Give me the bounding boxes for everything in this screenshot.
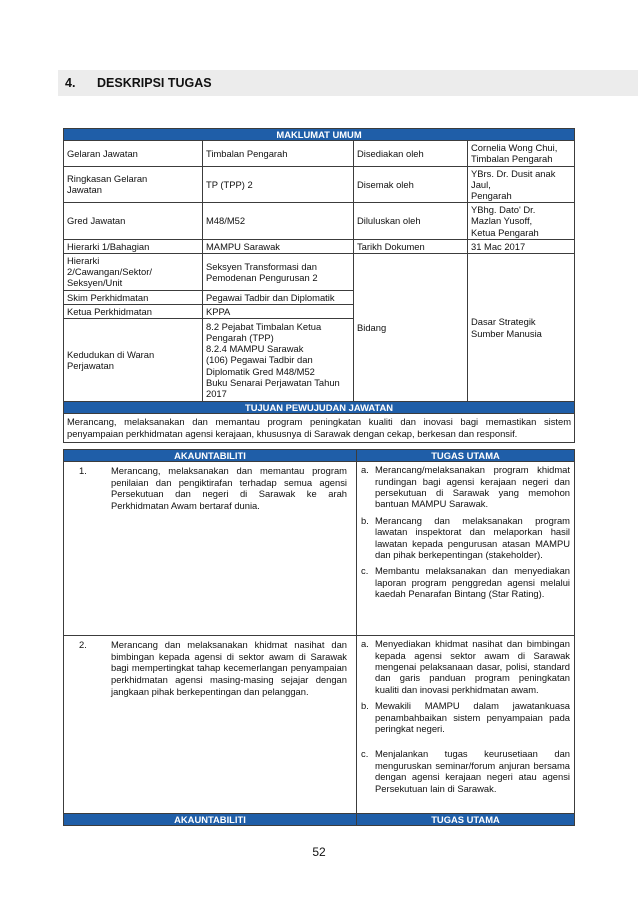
tugas-item: [361, 748, 570, 794]
akauntabiliti-cell: [64, 462, 357, 636]
hierarki2-value-line: Pemodenan Pengurusan 2: [206, 271, 318, 283]
maklumat-umum-table: [63, 128, 575, 443]
tugas-text: Mewakili MAMPU dalam jawatankuasa penambahbaikan sistem penyampaian pada peringkat negeri.: [375, 700, 570, 735]
section-heading-bar: [58, 70, 638, 96]
disemak-line: Pengarah: [471, 190, 512, 202]
page-number: 52: [312, 845, 326, 859]
tugas-text: Membantu melaksanakan dan menyediakan laporan program penggredan agensi melalui kaedah Penarafan Bintang (Star Rating).: [375, 565, 570, 600]
tugas-text: Merancang dan melaksanakan program lawatan inspektorat dan melaporkan hasil lawatan kepada pengurusan atasan MAMPU dan pihak berkepentingan (stakeholder).: [375, 514, 570, 561]
tugas-cell: [357, 462, 575, 636]
disemak-value: [468, 166, 575, 203]
ketua-label: Ketua Perkhidmatan: [64, 304, 203, 318]
tugas-letter: b.: [361, 514, 369, 526]
akauntabiliti-text: Merancang, melaksanakan dan memantau program penilaian dan pengiktirafan terhadap semua agensi Persekutuan dan negeri di Sarawak ke arah Perkhidmatan Awam bertaraf dunia.: [111, 465, 347, 511]
kedudukan-line: 2017: [206, 388, 227, 400]
akauntabiliti-footer-header: AKAUNTABILITI: [64, 814, 357, 826]
hierarki2-label-line: 2/Cawangan/Sektor/: [67, 266, 152, 278]
tugas-text: Menjalankan tugas keurusetiaan dan menguruskan seminar/forum anjuran bersama dengan agensi kerajaan negeri atau agensi Persekutuan lain di Sarawak.: [375, 748, 570, 794]
tugas-item: [361, 565, 570, 599]
tugas-item: [361, 515, 570, 561]
kedudukan-line: Diplomatik Gred M48/M52: [206, 365, 315, 377]
akauntabiliti-cell: [64, 636, 357, 814]
disediakan-label: Disediakan oleh: [354, 141, 468, 166]
maklumat-umum-header: MAKLUMAT UMUM: [64, 129, 575, 141]
gelaran-label: Gelaran Jawatan: [64, 141, 203, 166]
hierarki2-label-line: Seksyen/Unit: [67, 277, 123, 289]
tugas-letter: a.: [361, 638, 369, 650]
tarikh-value: 31 Mac 2017: [468, 239, 575, 253]
disemak-line: Jaul,: [471, 178, 491, 190]
disemak-line: YBrs. Dr. Dusit anak: [471, 167, 556, 179]
kedudukan-value: [203, 319, 354, 402]
tugas-text: Merancang/melaksanakan program khidmat rundingan bagi agensi kerajaan negeri dan persekutuan di Sarawak yang memohon bantuan MAMPU Sarawak.: [375, 464, 570, 510]
tugas-utama-footer-header: TUGAS UTAMA: [357, 814, 575, 826]
bidang-value: [468, 254, 575, 402]
tugas-letter: c.: [361, 565, 369, 577]
gelaran-value: Timbalan Pengarah: [203, 141, 354, 166]
hierarki2-value-line: Seksyen Transformasi dan: [206, 260, 317, 272]
akauntabiliti-number: 2.: [79, 639, 87, 651]
diluluskan-line: Mazlan Yusoff,: [471, 215, 533, 227]
hierarki1-value: MAMPU Sarawak: [203, 239, 354, 253]
tugas-letter: c.: [361, 748, 369, 760]
kedudukan-label-line: Perjawatan: [67, 360, 114, 372]
kedudukan-line: 8.2.4 MAMPU Sarawak: [206, 343, 304, 355]
gred-value: M48/M52: [203, 203, 354, 240]
disemak-label: Disemak oleh: [354, 166, 468, 203]
diluluskan-label: Diluluskan oleh: [354, 203, 468, 240]
ringkasan-label-line: Jawatan: [67, 184, 102, 196]
bidang-label: Bidang: [354, 254, 468, 402]
hierarki2-label-line: Hierarki: [67, 255, 100, 267]
hierarki2-label: [64, 254, 203, 291]
gred-label: Gred Jawatan: [64, 203, 203, 240]
section-title: DESKRIPSI TUGAS: [97, 76, 212, 90]
tugas-item: [361, 464, 570, 510]
ringkasan-value: TP (TPP) 2: [203, 166, 354, 203]
bidang-line: Sumber Manusia: [471, 327, 542, 339]
ketua-value: KPPA: [203, 304, 354, 318]
disediakan-line: Timbalan Pengarah: [471, 153, 553, 165]
kedudukan-line: (106) Pegawai Tadbir dan: [206, 354, 313, 366]
tugas-item: [361, 638, 570, 695]
kedudukan-label: [64, 319, 203, 402]
tugas-letter: a.: [361, 464, 369, 476]
skim-value: Pegawai Tadbir dan Diplomatik: [203, 290, 354, 304]
tujuan-text: Merancang, melaksanakan dan memantau program peningkatan kualiti dan inovasi bagi memastikan sistem penyampaian perkhidmatan agensi kerajaan, khususnya di Sarawak dengan cekap, berkesan dan responsif.: [64, 414, 575, 443]
bidang-line: Dasar Strategik: [471, 316, 536, 328]
skim-label: Skim Perkhidmatan: [64, 290, 203, 304]
kedudukan-label-line: Kedudukan di Waran: [67, 348, 155, 360]
ringkasan-label-line: Ringkasan Gelaran: [67, 173, 148, 185]
disediakan-line: Cornelia Wong Chui,: [471, 142, 558, 154]
akauntabiliti-header: AKAUNTABILITI: [64, 450, 357, 462]
section-number: 4.: [65, 76, 76, 90]
tugas-item: [361, 700, 570, 734]
diluluskan-line: Ketua Pengarah: [471, 226, 539, 238]
tujuan-header: TUJUAN PEWUJUDAN JAWATAN: [64, 402, 575, 414]
hierarki1-label: Hierarki 1/Bahagian: [64, 239, 203, 253]
hierarki2-value: [203, 254, 354, 291]
akauntabiliti-number: 1.: [79, 465, 87, 477]
kedudukan-line: 8.2 Pejabat Timbalan Ketua: [206, 320, 322, 332]
diluluskan-line: YBhg. Dato' Dr.: [471, 204, 536, 216]
akauntabiliti-text: Merancang dan melaksanakan khidmat nasihat dan bimbingan kepada agensi di sektor awam di Sarawak bagi mempertingkat tahap kecemerlangan penyampaian perkhidmatan agensi masing-masing sejajar dengan jangkaan pihak berkepentingan dan pelanggan.: [111, 639, 347, 697]
tugas-letter: b.: [361, 700, 369, 712]
akauntabiliti-table: [63, 449, 575, 826]
kedudukan-line: Pengarah (TPP): [206, 332, 274, 344]
tugas-utama-header: TUGAS UTAMA: [357, 450, 575, 462]
ringkasan-label: [64, 166, 203, 203]
diluluskan-value: [468, 203, 575, 240]
disediakan-value: [468, 141, 575, 166]
tugas-text: Menyediakan khidmat nasihat dan bimbingan kepada agensi sektor awam di Sarawak mengenai pelaksanaan dasar, polisi, standard dan garis panduan program peningkatan kualiti dan inovasi perkhidmatan awam.: [375, 638, 570, 695]
kedudukan-line: Buku Senarai Perjawatan Tahun: [206, 376, 340, 388]
tugas-cell: [357, 636, 575, 814]
tarikh-label: Tarikh Dokumen: [354, 239, 468, 253]
